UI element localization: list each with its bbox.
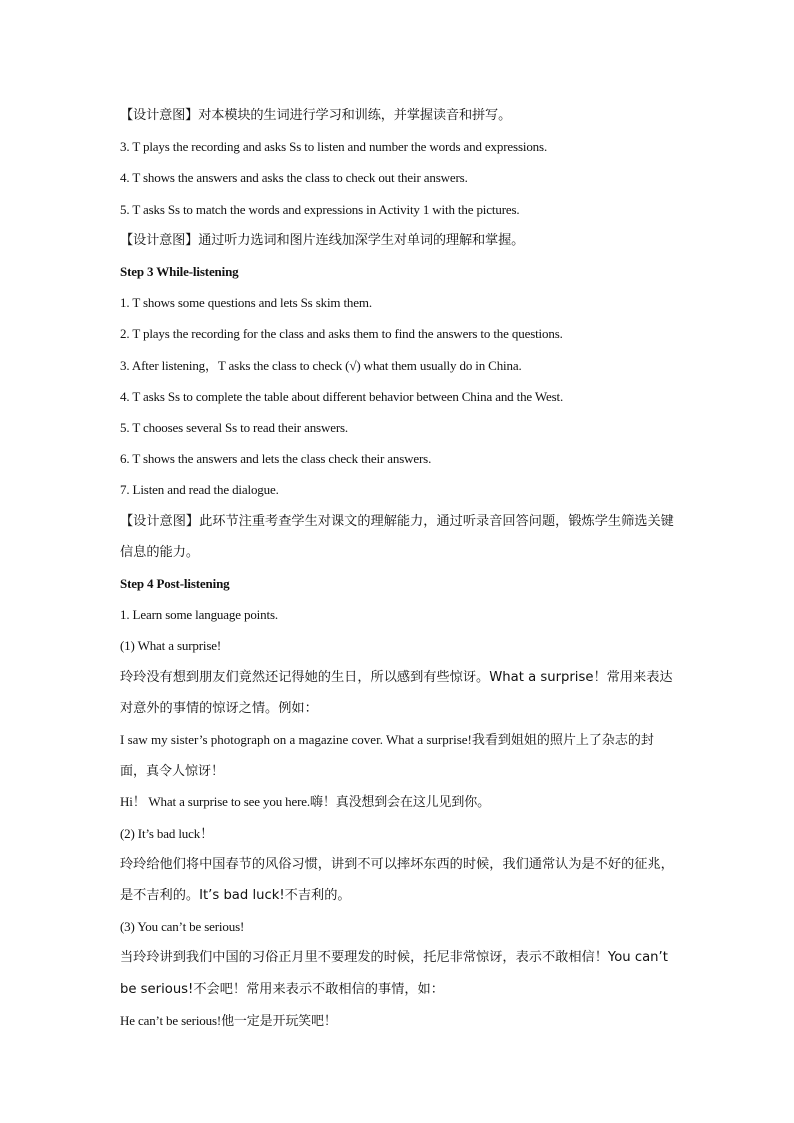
procedure-item: 1. T shows some questions and lets Ss skim them.	[120, 295, 372, 311]
procedure-item: 5. T asks Ss to match the words and expressions in Activity 1 with the pictures.	[120, 201, 520, 217]
procedure-item: 3. T plays the recording and asks Ss to listen and number the words and expressions.	[120, 139, 548, 155]
procedure-item: 6. T shows the answers and lets the class check their answers.	[120, 451, 432, 467]
procedure-item: 4. T asks Ss to complete the table about different behavior between China and the West.	[120, 388, 564, 404]
procedure-item: 7. Listen and read the dialogue.	[120, 482, 279, 498]
explanation-paragraph: 玲玲没有想到朋友们竟然还记得她的生日，所以感到有些惊讶。What a surprise！常用来表达对意外的事情的惊讶之情。例如：	[120, 669, 673, 716]
design-intent-note: 【设计意图】此环节注重考查学生对课文的理解能力，通过听录音回答问题，锻炼学生筛选关键信息的能力。	[120, 513, 674, 560]
procedure-item: 5. T chooses several Ss to read their answers.	[120, 420, 349, 436]
explanation-paragraph: 当玲玲讲到我们中国的习俗正月里不要理发的时候，托尼非常惊讶，表示不敢相信！You can’t be serious!不会吧！常用来表示不敢相信的事情，如：	[120, 950, 668, 997]
example-sentence: Hi！ What a surprise to see you here.嗨！真没想到会在这儿见到你。	[120, 794, 490, 810]
procedure-item: 1. Learn some language points.	[120, 607, 278, 623]
section-heading: Step 3 While-listening	[120, 264, 239, 280]
procedure-item: 3. After listening，T asks the class to check (√) what them usually do in China.	[120, 357, 522, 373]
explanation-paragraph: 玲玲给他们将中国春节的风俗习惯，讲到不可以摔坏东西的时候，我们通常认为是不好的征兆，是不吉利的。It’s bad luck!不吉利的。	[120, 856, 674, 904]
language-point-title: (3) You can’t be serious!	[120, 919, 245, 935]
example-sentence: I saw my sister’s photograph on a magazine cover. What a surprise!我看到姐姐的照片上了杂志的封面，真令人惊讶！	[120, 732, 654, 779]
procedure-item: 4. T shows the answers and asks the class to check out their answers.	[120, 170, 468, 186]
language-point-title: (2) It’s bad luck！	[120, 825, 213, 841]
example-sentence: He can’t be serious!他一定是开玩笑吧！	[120, 1012, 337, 1028]
procedure-item: 2. T plays the recording for the class and asks them to find the answers to the questions.	[120, 326, 563, 342]
design-intent-note: 【设计意图】通过听力选词和图片连线加深学生对单词的理解和掌握。	[120, 232, 525, 248]
section-heading: Step 4 Post-listening	[120, 576, 230, 592]
design-intent-note: 【设计意图】对本模块的生词进行学习和训练，并掌握读音和拼写。	[120, 108, 512, 123]
language-point-title: (1) What a surprise!	[120, 638, 222, 654]
document-body	[120, 100, 675, 1036]
